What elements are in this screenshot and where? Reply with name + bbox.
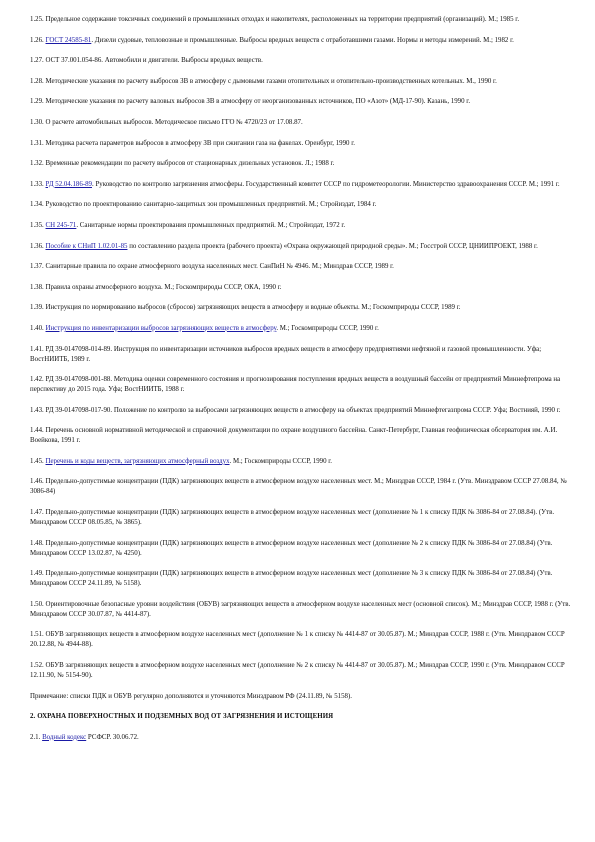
reference-entry (30, 283, 571, 293)
entry-number: 1.30. (30, 118, 44, 126)
entry-text: РД 39-0147098-001-88. Методика оценки современного состояния и прогнозирования поступления вредных веществ в воздушный бассейн от предприятий Миннефтепрома на перспективу до 2015 года. Уфа; ВостНИИТБ, 1988 г. (30, 376, 561, 394)
entry-number: 1.43. (30, 406, 44, 414)
entry-number: 1.49. (30, 570, 44, 578)
entry-text: по составлению раздела проекта (рабочего проекта) «Охрана окружающей природной среды». М.; Госстрой СССР, ЦНИИПРОЕКТ, 1988 г. (127, 242, 538, 250)
entry-number: 1.36. (30, 242, 44, 250)
entry-number: 1.34. (30, 201, 44, 209)
entry-text: . М.; Госкомприроды СССР, 1990 г. (276, 324, 379, 332)
entry-text: Временные рекомендации по расчету выбросов от стационарных дизельных установок. Л.; 1988 г. (45, 160, 335, 168)
reference-entry (30, 139, 571, 149)
reference-entry (30, 180, 571, 190)
reference-entry (30, 569, 571, 589)
reference-entry (30, 600, 571, 620)
note-paragraph: Примечание: списки ПДК и ОБУВ регулярно дополняются и уточняются Минздравом РФ (24.11.89, № 5158). (30, 692, 353, 700)
entry-text: ОСТ 37.001.054-86. Автомобили и двигатели. Выбросы вредных веществ. (45, 57, 263, 65)
entry-text: Предельно-допустимые концентрации (ПДК) загрязняющих веществ в атмосферном воздухе населенных мест. М.; Минздрав СССР, 1984 г. (Утв. Минздравом СССР 27.08.84, № 3086-84) (30, 478, 567, 496)
entry-number: 1.41. (30, 345, 44, 353)
entry-text: Инструкция по нормированию выбросов (сбросов) загрязняющих веществ в атмосферу и водные объекты. М.; Госкомприроды СССР, 1989 г. (45, 304, 461, 312)
entry-number: 1.51. (30, 631, 44, 639)
entry-text: . Санитарные нормы проектирования промышленных предприятий. М.; Стройиздат, 1972 г. (76, 221, 346, 229)
entry-number: 1.46. (30, 478, 44, 486)
reference-entry (30, 477, 571, 497)
reference-entry (30, 36, 571, 46)
entry-text: О расчете автомобильных выбросов. Методическое письмо ГГО № 4720/23 от 17.08.87. (45, 118, 303, 126)
entry-text: РСФСР. 30.06.72. (86, 733, 139, 741)
reference-entry (30, 406, 571, 416)
entry-number: 1.27. (30, 57, 44, 65)
reference-entry (30, 426, 571, 446)
entry-number: 1.29. (30, 98, 44, 106)
entry-text: ОБУВ загрязняющих веществ в атмосферном воздухе населенных мест (дополнение № 2 к списку № 4414-87 от 30.05.87). М.; Минздрав СССР, 1990 г. (Утв. Минздравом СССР 12.11.90, № 5154-90). (30, 662, 565, 680)
reference-entry (30, 242, 571, 252)
entry-number: 1.39. (30, 304, 44, 312)
entry-number: 1.40. (30, 324, 44, 332)
reference-entry (30, 630, 571, 650)
reference-entry (30, 508, 571, 528)
entry-link[interactable]: Водный кодекс (42, 733, 87, 741)
entry-number: 1.33. (30, 180, 44, 188)
entry-text: . М.; Госкомприроды СССР, 1990 г. (229, 457, 333, 465)
reference-entry (30, 200, 571, 210)
reference-entry (30, 159, 571, 169)
entry-text: Правила охраны атмосферного воздуха. М.; Госкомприроды СССР, ОКА, 1990 г. (45, 283, 282, 291)
entry-text: Санитарные правила по охране атмосферного воздуха населенных мест. СанПиН № 4946. М.; Минздрав СССР, 1989 г. (45, 263, 394, 271)
entry-text: Предельно-допустимые концентрации (ПДК) загрязняющих веществ в атмосферном воздухе населенных мест (дополнение № 1 к списку ПДК № 3086-84 от 27.08.84). (Утв. Минздравом СССР 08.05.85, № 3865). (30, 509, 555, 527)
reference-list (30, 15, 571, 681)
reference-entry (30, 56, 571, 66)
entry-number: 1.38. (30, 283, 44, 291)
entry-link[interactable]: Инструкция по инвентаризации выбросов загрязняющих веществ в атмосферу (45, 324, 277, 332)
entry-number: 1.44. (30, 427, 44, 435)
entry-number: 1.45. (30, 457, 44, 465)
entry-number: 1.50. (30, 600, 44, 608)
entry-number: 1.35. (30, 221, 44, 229)
reference-entry (30, 375, 571, 395)
reference-entry (30, 324, 571, 334)
entry-text: Методические указания по расчету валовых выбросов ЗВ в атмосферу от неорганизованных источников, ПО «Азот» (МД-17-90). Казань, 1990 г. (45, 98, 471, 106)
entry-text: Предельное содержание токсичных соединений в промышленных отходах и накопителях, расположенных на территории предприятий (организаций). М.; 1985 г. (45, 16, 520, 23)
reference-entry (30, 303, 571, 313)
reference-entry (30, 118, 571, 128)
reference-entry (30, 457, 571, 467)
reference-entry (30, 345, 571, 365)
entry-text: . Руководство по контролю загрязнения атмосферы. Государственный комитет СССР по гидрометеорологии. Министерство здравоохранения СССР. М.; 1991 г. (92, 180, 560, 188)
reference-entry (30, 77, 571, 87)
entry-text: Перечень основной нормативной методической и справочной документации по охране воздушного бассейна. Санкт-Петербург, Главная геофизическая обсерватория им. А.И. Воейкова, 1991 г. (30, 427, 558, 445)
entry-text: Методические указания по расчету выбросов ЗВ в атмосферу с дымовыми газами отопительных и отопительно-производственных котельных. М., 1990 г. (45, 77, 497, 85)
entry-text: Предельно-допустимые концентрации (ПДК) загрязняющих веществ в атмосферном воздухе населенных мест (дополнение № 2 к списку ПДК № 3086-84 от 27.08.84) (Утв. Минздравом СССР 13.02.87, № 4250). (30, 539, 553, 557)
entry-number: 1.37. (30, 263, 44, 271)
reference-entry (30, 15, 571, 25)
entry-link[interactable]: СН 245-71 (45, 221, 77, 229)
entry-text: Предельно-допустимые концентрации (ПДК) загрязняющих веществ в атмосферном воздухе населенных мест (дополнение № 3 к списку ПДК № 3086-84 от 27.08.84) (Утв. Минздравом СССР 24.11.89, № 5158). (30, 570, 553, 588)
entry-text: Руководство по проектированию санитарно-защитных зон промышленных предприятий. М.; Стройиздат, 1984 г. (45, 201, 377, 209)
entry-text: РД 39-0147098-017-90. Положение по контролю за выбросами загрязняющих веществ в атмосферу на объектах предприятий Миннефтегазпрома СССР. Уфа; Востнияй, 1990 г. (45, 406, 561, 414)
entry-number: 1.47. (30, 509, 44, 517)
entry-link[interactable]: Перечень и коды веществ, загрязняющих атмосферный воздух (45, 457, 230, 465)
entry-number: 1.52. (30, 662, 44, 670)
reference-entry (30, 262, 571, 272)
entry-link[interactable]: РД 52.04.186-89 (45, 180, 92, 188)
entry-number: 1.32. (30, 160, 44, 168)
reference-entry (30, 221, 571, 231)
reference-entry-2-1 (30, 733, 571, 743)
entry-text: РД 39-0147098-014-89. Инструкция по инвентаризации источников выбросов вредных веществ в атмосферу предприятиями нефтяной и газовой промышленности. Уфа; ВостНИИТБ, 1989 г. (30, 345, 542, 363)
entry-link[interactable]: Пособие к СНиП 1.02.01-85 (45, 242, 128, 250)
entry-number: 1.48. (30, 539, 44, 547)
entry-number: 1.25. (30, 16, 44, 23)
entry-number: 1.42. (30, 376, 44, 384)
reference-entry (30, 539, 571, 559)
entry-text: Ориентировочные безопасные уровни воздействия (ОБУВ) загрязняющих веществ в атмосферном воздухе населенных мест (основной список). М.; Минздрав СССР, 1988 г. (Утв. Минздравом СССР 30.07.87, № 4414-87). (30, 600, 571, 618)
entry-number: 1.28. (30, 77, 44, 85)
entry-text: . Дизели судовые, тепловозные и промышленные. Выбросы вредных веществ с отработавшими газами. Нормы и методы измерений. М.; 1982 г. (91, 36, 514, 44)
entry-text: ОБУВ загрязняющих веществ в атмосферном воздухе населенных мест (дополнение № 1 к списку № 4414-87 от 30.05.87). М.; Минздрав СССР, 1988 г. (Утв. Минздравом СССР 20.12.88, № 4944-88). (30, 631, 565, 649)
entry-number: 1.31. (30, 139, 44, 147)
section-heading: 2. ОХРАНА ПОВЕРХНОСТНЫХ И ПОДЗЕМНЫХ ВОД ОТ ЗАГРЯЗНЕНИЯ И ИСТОЩЕНИЯ (30, 713, 334, 721)
reference-entry (30, 661, 571, 681)
entry-text: Методика расчета параметров выбросов в атмосферу ЗВ при сжигании газа на факелах. Оренбург, 1990 г. (45, 139, 355, 147)
entry-number: 1.26. (30, 36, 44, 44)
entry-link[interactable]: ГОСТ 24585-81 (45, 36, 92, 44)
entry-number: 2.1. (30, 733, 41, 741)
reference-entry (30, 97, 571, 107)
